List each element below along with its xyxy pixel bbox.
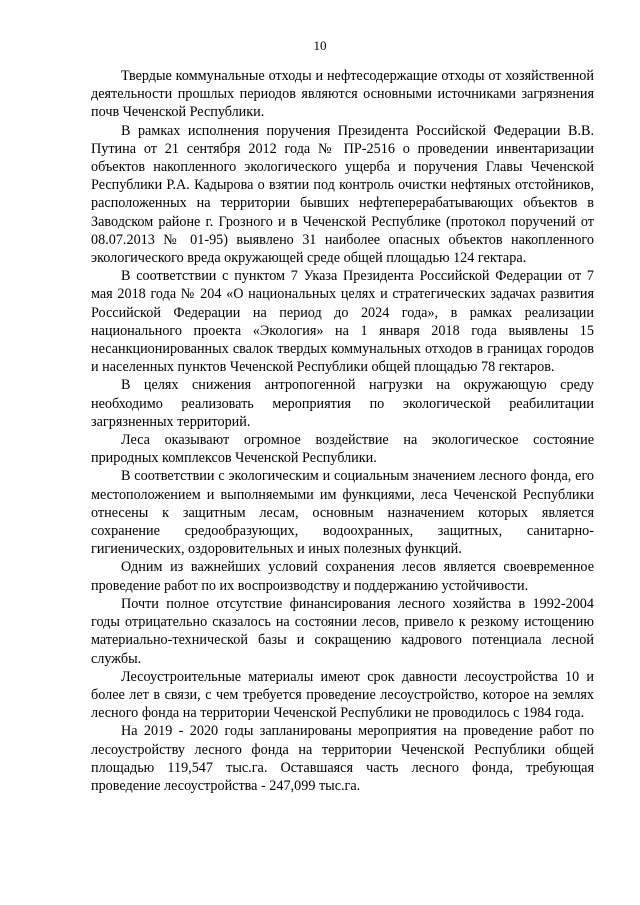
document-body: [91, 67, 594, 795]
paragraph-unauthorized-dumps: В соответствии с пунктом 7 Указа Президента Российской Федерации от 7 мая 2018 года № 204 «О национальных целях и стратегических задачах развития Российской Федерации на период до 2024 года», в рамках реализации национального проекта «Экология» на 1 января 2018 года выявлены 15 несанкционированных свалок твердых коммунальных отходов в границах городов и населенных пунктов Чеченской Республики общей площадью 78 гектаров.: [91, 268, 594, 376]
paragraph-financing: Почти полное отсутствие финансирования лесного хозяйства в 1992-2004 годы отрицательно сказалось на состоянии лесов, привело к резкому истощению материально-технической базы и сокращению кадрового потенциала лесной службы.: [91, 595, 594, 667]
paragraph-waste-sources: Твердые коммунальные отходы и нефтесодержащие отходы от хозяйственной деятельности прошлых периодов являются основными источниками загрязнения почв Чеченской Республики.: [91, 68, 594, 121]
paragraph-accumulated-damage: В рамках исполнения поручения Президента Российской Федерации В.В. Путина от 21 сентября 2012 года № ПР-2516 о проведении инвентаризации объектов накопленного экологического ущерба и поручения Главы Чеченской Республики Р.А. Кадырова о взятии под контроль очистки нефтяных отстойников, расположенных на территории бывших нефтеперерабатывающих объектов в Заводском районе г. Грозного и в Чеченской Республике (протокол поручений от 08.07.2013 № 01-95) выявлено 31 наиболее опасных объектов накопленного экологического вреда окружающей среде общей площадью 124 гектара.: [91, 122, 594, 267]
paragraph-forest-inventory-plan: На 2019 - 2020 годы запланированы мероприятия на проведение работ по лесоустройству лесного фонда на территории Чеченской Республики общей площадью 119,547 тыс.га. Оставшаяся часть лесного фонда, требующая проведение лесоустройства - 247,099 тыс.га.: [91, 723, 594, 794]
paragraph-forest-reproduction: Одним из важнейших условий сохранения лесов является своевременное проведение работ по их воспроизводству и поддержанию устойчивости.: [91, 559, 594, 594]
paragraph-rehabilitation: В целях снижения антропогенной нагрузки на окружающую среду необходимо реализовать мероприятия по экологической реабилитации загрязненных территорий.: [91, 377, 594, 430]
page-number: 10: [313, 38, 327, 53]
paragraph-protective-forests: В соответствии с экологическим и социальным значением лесного фонда, его местоположением и выполняемыми им функциями, леса Чеченской Республики отнесены к защитным лесам, основным назначением которых является сохранение средообразующих, водоохранных, защитных, санитарно-гигиенических, оздоровительных и иных полезных функций.: [91, 468, 594, 558]
paragraph-forests-impact: Леса оказывают огромное воздействие на экологическое состояние природных комплексов Чеченской Республики.: [91, 432, 594, 467]
paragraph-forest-inventory-age: Лесоустроительные материалы имеют срок давности лесоустройства 10 и более лет в связи, с чем требуется проведение лесоустройство, которое на землях лесного фонда на территории Чеченской Республики не проводилось с 1984 года.: [91, 668, 594, 722]
